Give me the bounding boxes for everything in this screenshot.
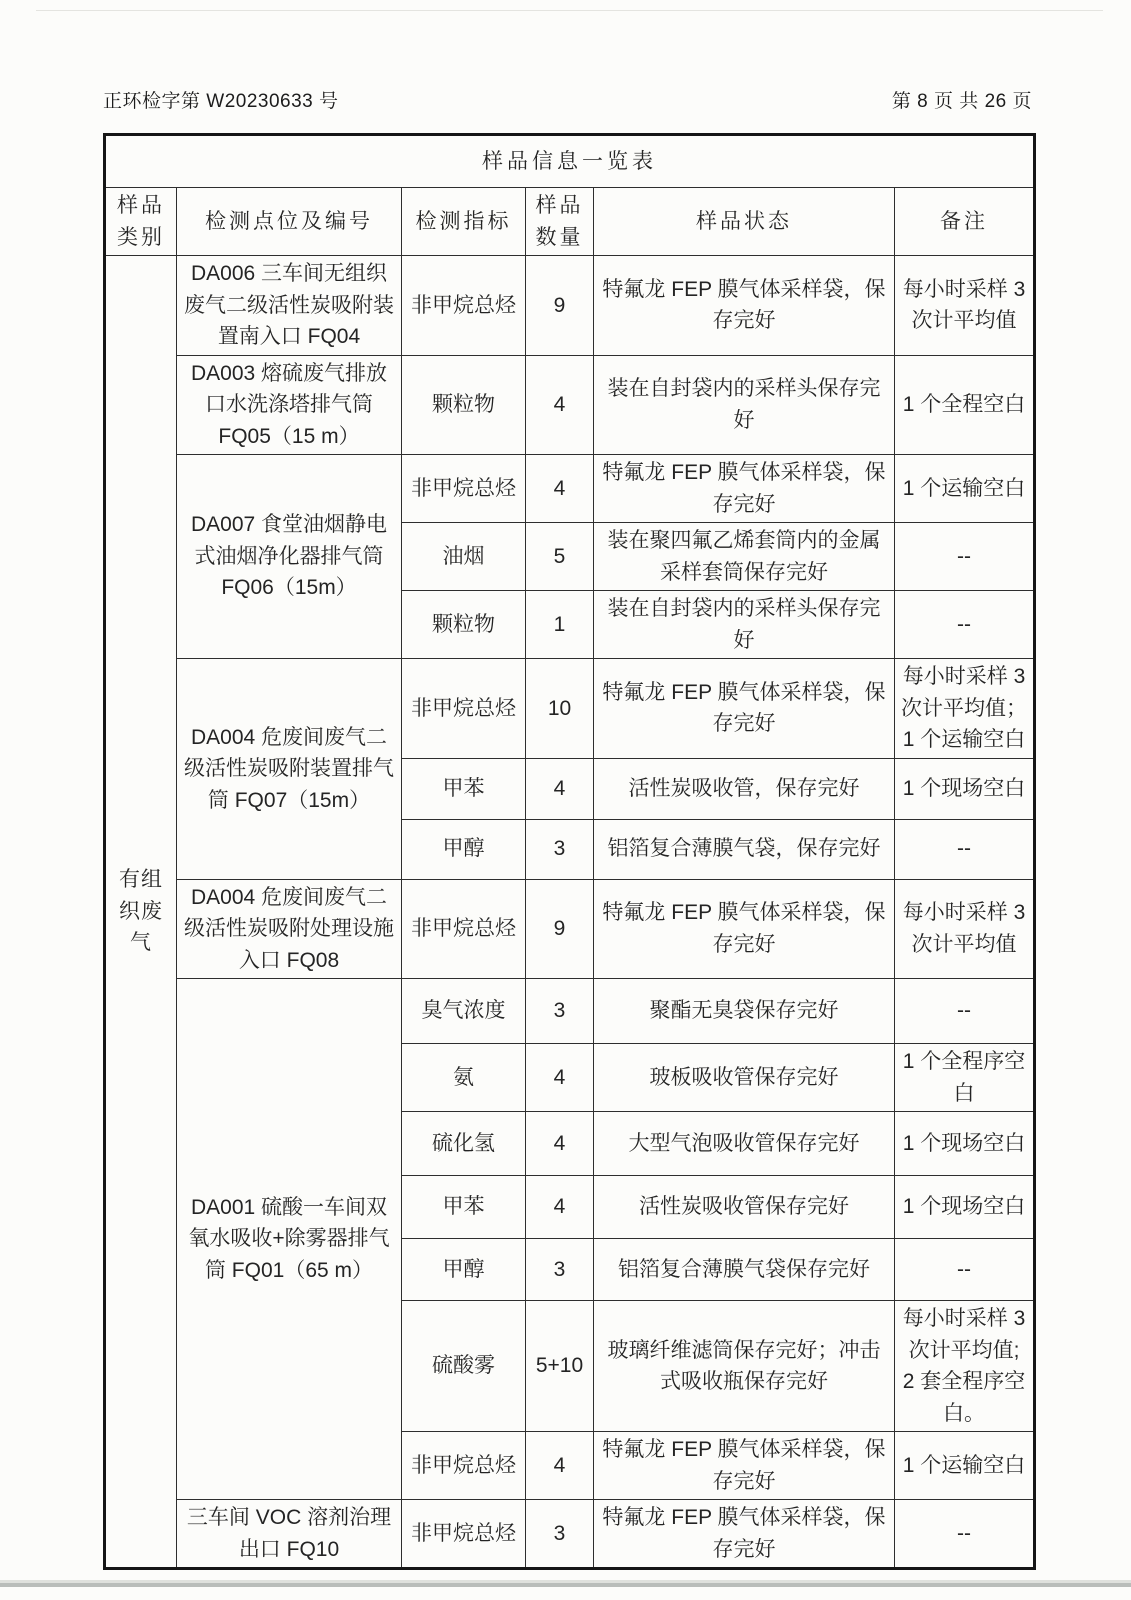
indicator-cell: 硫化氢: [402, 1112, 526, 1176]
sample-category-cell: 有组织废气: [105, 256, 177, 1569]
quantity-cell: 4: [526, 758, 594, 819]
sample-state-cell: 装在聚四氟乙烯套筒内的金属采样套筒保存完好: [594, 523, 895, 591]
quantity-cell: 5: [526, 523, 594, 591]
quantity-cell: 9: [526, 879, 594, 979]
column-header-2: 检测指标: [402, 188, 526, 256]
detection-point-cell: DA004 危废间废气二级活性炭吸附处理设施入口 FQ08: [177, 879, 402, 979]
table-row: [105, 455, 1035, 523]
table-row: [105, 979, 1035, 1044]
indicator-cell: 非甲烷总烃: [402, 1432, 526, 1500]
remark-cell: 1 个全程序空白: [895, 1044, 1035, 1112]
indicator-cell: 颗粒物: [402, 591, 526, 659]
table-row: [105, 256, 1035, 356]
remark-cell: 1 个全程空白: [895, 355, 1035, 455]
remark-cell: 1 个现场空白: [895, 1112, 1035, 1176]
detection-point-cell: DA007 食堂油烟静电式油烟净化器排气筒 FQ06（15m）: [177, 455, 402, 659]
sample-state-cell: 特氟龙 FEP 膜气体采样袋，保存完好: [594, 1432, 895, 1500]
remark-cell: 1 个运输空白: [895, 1432, 1035, 1500]
page-indicator: 第 8 页 共 26 页: [891, 91, 1032, 112]
table-row: [105, 659, 1035, 759]
quantity-cell: 3: [526, 1500, 594, 1569]
sample-info-table: [103, 133, 1036, 1570]
column-header-3: 样品数量: [526, 188, 594, 256]
table-row: [105, 879, 1035, 979]
sample-state-cell: 聚酯无臭袋保存完好: [594, 979, 895, 1044]
sample-state-cell: 大型气泡吸收管保存完好: [594, 1112, 895, 1176]
page-top-edge: [36, 10, 1103, 11]
remark-cell: --: [895, 979, 1035, 1044]
sample-state-cell: 活性炭吸收管保存完好: [594, 1176, 895, 1239]
remark-cell: 每小时采样 3 次计平均值: [895, 256, 1035, 356]
quantity-cell: 3: [526, 1239, 594, 1301]
detection-point-cell: DA004 危废间废气二级活性炭吸附装置排气筒 FQ07（15m）: [177, 659, 402, 880]
table-row: [105, 1500, 1035, 1569]
remark-cell: 每小时采样 3 次计平均值; 2 套全程序空白。: [895, 1301, 1035, 1432]
column-header-5: 备注: [895, 188, 1035, 256]
sample-state-cell: 活性炭吸收管，保存完好: [594, 758, 895, 819]
remark-cell: --: [895, 591, 1035, 659]
table-title-row: [105, 135, 1035, 188]
indicator-cell: 油烟: [402, 523, 526, 591]
indicator-cell: 甲苯: [402, 1176, 526, 1239]
indicator-cell: 非甲烷总烃: [402, 879, 526, 979]
indicator-cell: 甲醇: [402, 1239, 526, 1301]
remark-cell: 每小时采样 3 次计平均值: [895, 879, 1035, 979]
indicator-cell: 甲苯: [402, 758, 526, 819]
quantity-cell: 4: [526, 1112, 594, 1176]
quantity-cell: 5+10: [526, 1301, 594, 1432]
quantity-cell: 4: [526, 355, 594, 455]
sample-state-cell: 装在自封袋内的采样头保存完好: [594, 355, 895, 455]
quantity-cell: 10: [526, 659, 594, 759]
quantity-cell: 4: [526, 1176, 594, 1239]
sample-state-cell: 特氟龙 FEP 膜气体采样袋，保存完好: [594, 659, 895, 759]
quantity-cell: 9: [526, 256, 594, 356]
column-header-4: 样品状态: [594, 188, 895, 256]
page-bottom-edge: [0, 1583, 1131, 1587]
indicator-cell: 甲醇: [402, 819, 526, 879]
indicator-cell: 臭气浓度: [402, 979, 526, 1044]
table-header-row: [105, 188, 1035, 256]
remark-cell: 1 个现场空白: [895, 1176, 1035, 1239]
table-row: [105, 355, 1035, 455]
sample-state-cell: 特氟龙 FEP 膜气体采样袋，保存完好: [594, 879, 895, 979]
remark-cell: 1 个运输空白: [895, 455, 1035, 523]
detection-point-cell: DA006 三车间无组织废气二级活性炭吸附装置南入口 FQ04: [177, 256, 402, 356]
detection-point-cell: DA001 硫酸一车间双氧水吸收+除雾器排气筒 FQ01（65 m）: [177, 979, 402, 1500]
remark-cell: --: [895, 1239, 1035, 1301]
indicator-cell: 氨: [402, 1044, 526, 1112]
column-header-0: 样品类别: [105, 188, 177, 256]
sample-state-cell: 特氟龙 FEP 膜气体采样袋，保存完好: [594, 1500, 895, 1569]
sample-state-cell: 玻璃纤维滤筒保存完好；冲击式吸收瓶保存完好: [594, 1301, 895, 1432]
indicator-cell: 非甲烷总烃: [402, 455, 526, 523]
column-header-1: 检测点位及编号: [177, 188, 402, 256]
quantity-cell: 4: [526, 455, 594, 523]
indicator-cell: 非甲烷总烃: [402, 659, 526, 759]
quantity-cell: 4: [526, 1044, 594, 1112]
detection-point-cell: 三车间 VOC 溶剂治理出口 FQ10: [177, 1500, 402, 1569]
sample-state-cell: 玻板吸收管保存完好: [594, 1044, 895, 1112]
sample-state-cell: 铝箔复合薄膜气袋，保存完好: [594, 819, 895, 879]
quantity-cell: 3: [526, 979, 594, 1044]
remark-cell: 1 个现场空白: [895, 758, 1035, 819]
remark-cell: --: [895, 819, 1035, 879]
table-title: 样品信息一览表: [105, 135, 1035, 188]
remark-cell: --: [895, 1500, 1035, 1569]
quantity-cell: 4: [526, 1432, 594, 1500]
sample-state-cell: 特氟龙 FEP 膜气体采样袋，保存完好: [594, 256, 895, 356]
remark-cell: 每小时采样 3 次计平均值；1 个运输空白: [895, 659, 1035, 759]
quantity-cell: 3: [526, 819, 594, 879]
sample-state-cell: 装在自封袋内的采样头保存完好: [594, 591, 895, 659]
indicator-cell: 非甲烷总烃: [402, 1500, 526, 1569]
sample-state-cell: 铝箔复合薄膜气袋保存完好: [594, 1239, 895, 1301]
sample-state-cell: 特氟龙 FEP 膜气体采样袋，保存完好: [594, 455, 895, 523]
remark-cell: --: [895, 523, 1035, 591]
detection-point-cell: DA003 熔硫废气排放口水洗涤塔排气筒 FQ05（15 m）: [177, 355, 402, 455]
doc-number: 正环检字第 W20230633 号: [103, 91, 339, 112]
indicator-cell: 硫酸雾: [402, 1301, 526, 1432]
document-header: [103, 86, 1032, 113]
indicator-cell: 颗粒物: [402, 355, 526, 455]
indicator-cell: 非甲烷总烃: [402, 256, 526, 356]
sample-table-body: [105, 135, 1035, 1569]
quantity-cell: 1: [526, 591, 594, 659]
